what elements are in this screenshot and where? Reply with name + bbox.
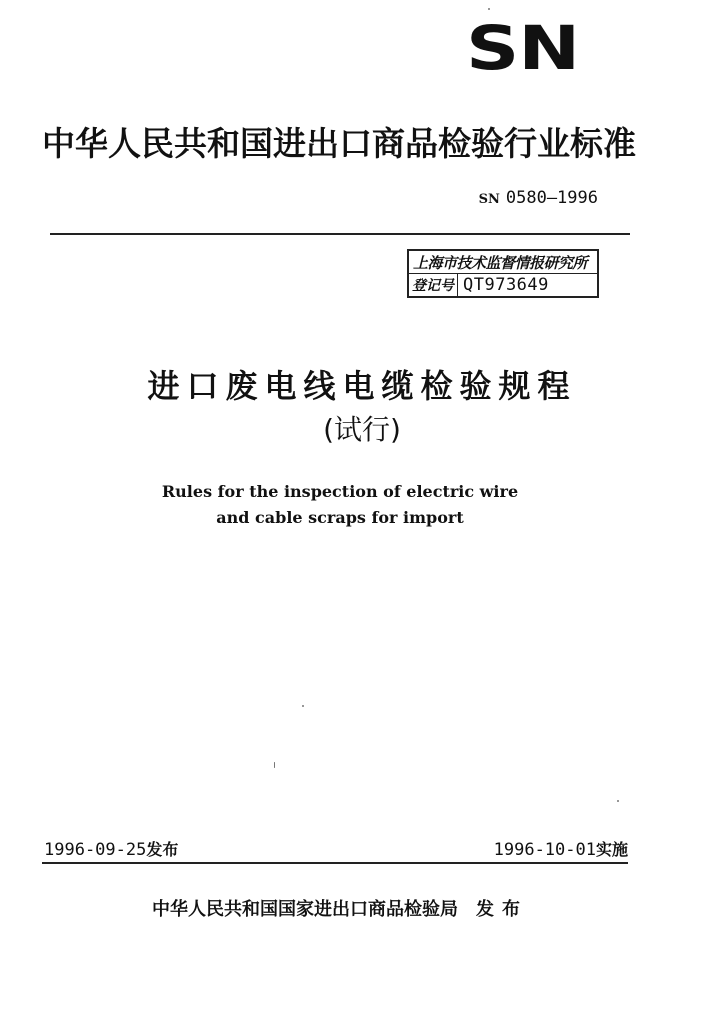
stamp-registration-label: 登记号 xyxy=(409,274,458,296)
library-stamp xyxy=(407,249,599,298)
issue-date-suffix: 发布 xyxy=(146,840,179,859)
scan-speck xyxy=(488,8,490,10)
document-title: 进口废电线电缆检验规程 xyxy=(147,367,577,405)
issue-date-value: 1996-09-25 xyxy=(44,840,147,860)
scan-speck xyxy=(302,705,304,707)
publisher-verb: 发布 xyxy=(476,899,528,920)
scan-speck xyxy=(274,762,275,768)
effective-date xyxy=(494,838,628,862)
issue-date xyxy=(44,838,178,862)
standard-code: 0580—1996 xyxy=(505,188,598,208)
publisher-line xyxy=(0,896,680,924)
scan-speck xyxy=(617,800,619,802)
stamp-organization: 上海市技术监督情报研究所 xyxy=(413,253,588,272)
footer-divider xyxy=(42,862,628,864)
standard-prefix: SN xyxy=(478,192,500,207)
sn-logo: SN xyxy=(466,13,580,84)
organization-title: 中华人民共和国进出口商品检验行业标准 xyxy=(42,124,636,163)
effective-date-suffix: 实施 xyxy=(595,840,628,859)
english-title-line-1: Rules for the inspection of electric wire xyxy=(161,482,519,501)
header-divider xyxy=(50,233,630,235)
english-title-line-2: and cable scraps for import xyxy=(216,508,464,527)
document-subtitle: (试行) xyxy=(323,413,401,446)
standard-number xyxy=(479,188,598,210)
effective-date-value: 1996-10-01 xyxy=(493,840,596,860)
publisher-name: 中华人民共和国国家进出口商品检验局 xyxy=(152,899,458,920)
stamp-registration-number: QT973649 xyxy=(463,275,549,295)
